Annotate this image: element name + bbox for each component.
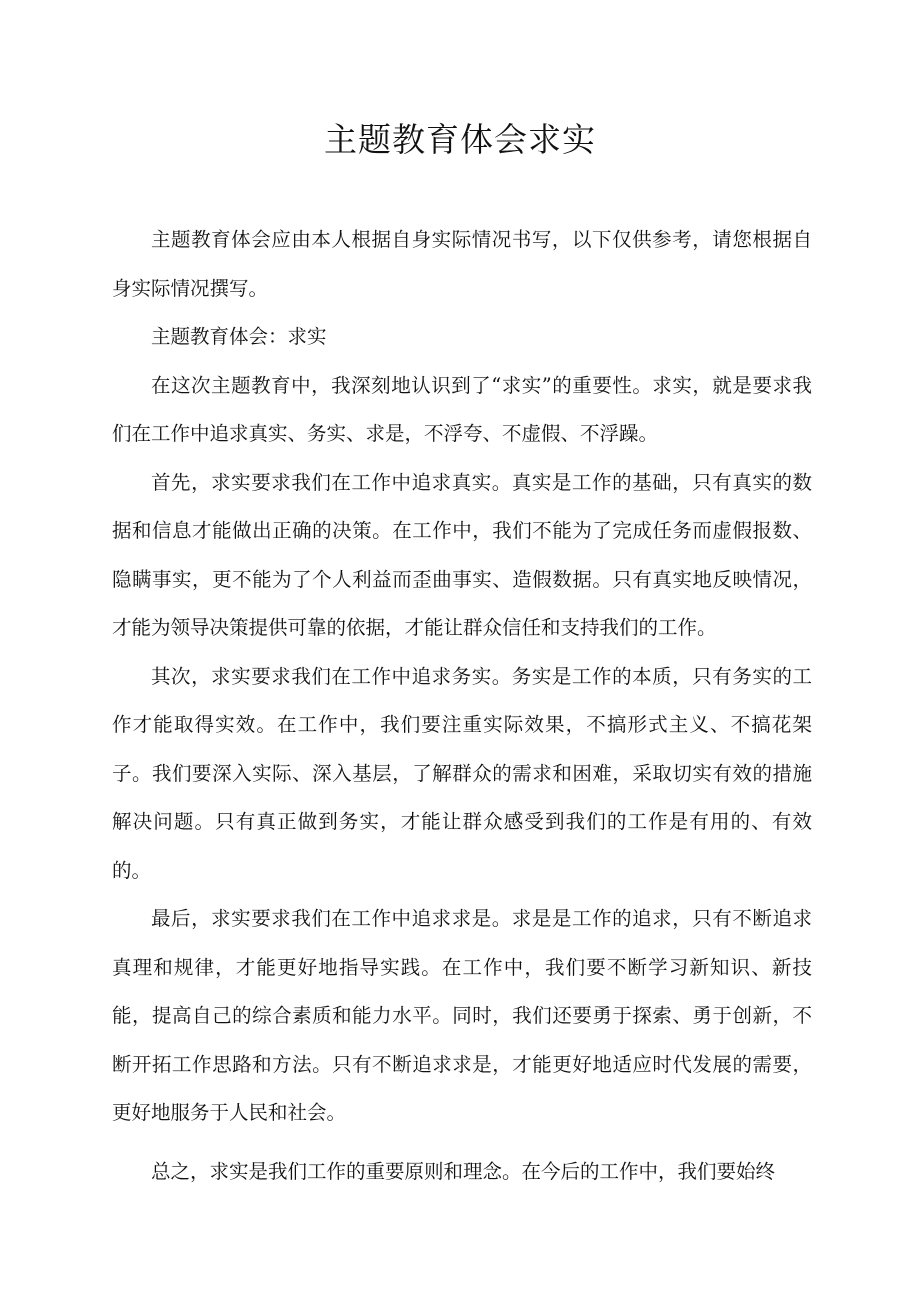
paragraph-opening: 在这次主题教育中，我深刻地认识到了“求实”的重要性。求实，就是要求我们在工作中追求真实、务实、求是，不浮夸、不虚假、不浮躁。	[112, 373, 812, 445]
paragraph-subtitle: 主题教育体会：求实	[151, 325, 327, 348]
paragraph-third-point: 最后，求实要求我们在工作中追求求是。求是是工作的追求，只有不断追求真理和规律，才能更好地指导实践。在工作中，我们要不断学习新知识、新技能，提高自己的综合素质和能力水平。同时，我们还要勇于探索、勇于创新，不断开拓工作思路和方法。只有不断追求求是，才能更好地适应时代发展的需要，更好地服务于人民和社会。	[112, 907, 812, 1124]
paragraph-intro-note: 主题教育体会应由本人根据自身实际情况书写，以下仅供参考，请您根据自身实际情况撰写。	[112, 228, 812, 300]
paragraph-conclusion: 总之，求实是我们工作的重要原则和理念。在今后的工作中，我们要始终	[151, 1159, 776, 1183]
paragraph-first-point: 首先，求实要求我们在工作中追求真实。真实是工作的基础，只有真实的数据和信息才能做出正确的决策。在工作中，我们不能为了完成任务而虚假报数、隐瞒事实，更不能为了个人利益而歪曲事实、造假数据。只有真实地反映情况，才能为领导决策提供可靠的依据，才能让群众信任和支持我们的工作。	[112, 470, 812, 639]
paragraph-second-point: 其次，求实要求我们在工作中追求务实。务实是工作的本质，只有务实的工作才能取得实效。在工作中，我们要注重实际效果，不搞形式主义、不搞花架子。我们要深入实际、深入基层，了解群众的需求和困难，采取切实有效的措施解决问题。只有真正做到务实，才能让群众感受到我们的工作是有用的、有效的。	[112, 664, 812, 882]
document-body	[112, 216, 812, 1196]
document-title: 主题教育体会求实	[324, 120, 596, 159]
